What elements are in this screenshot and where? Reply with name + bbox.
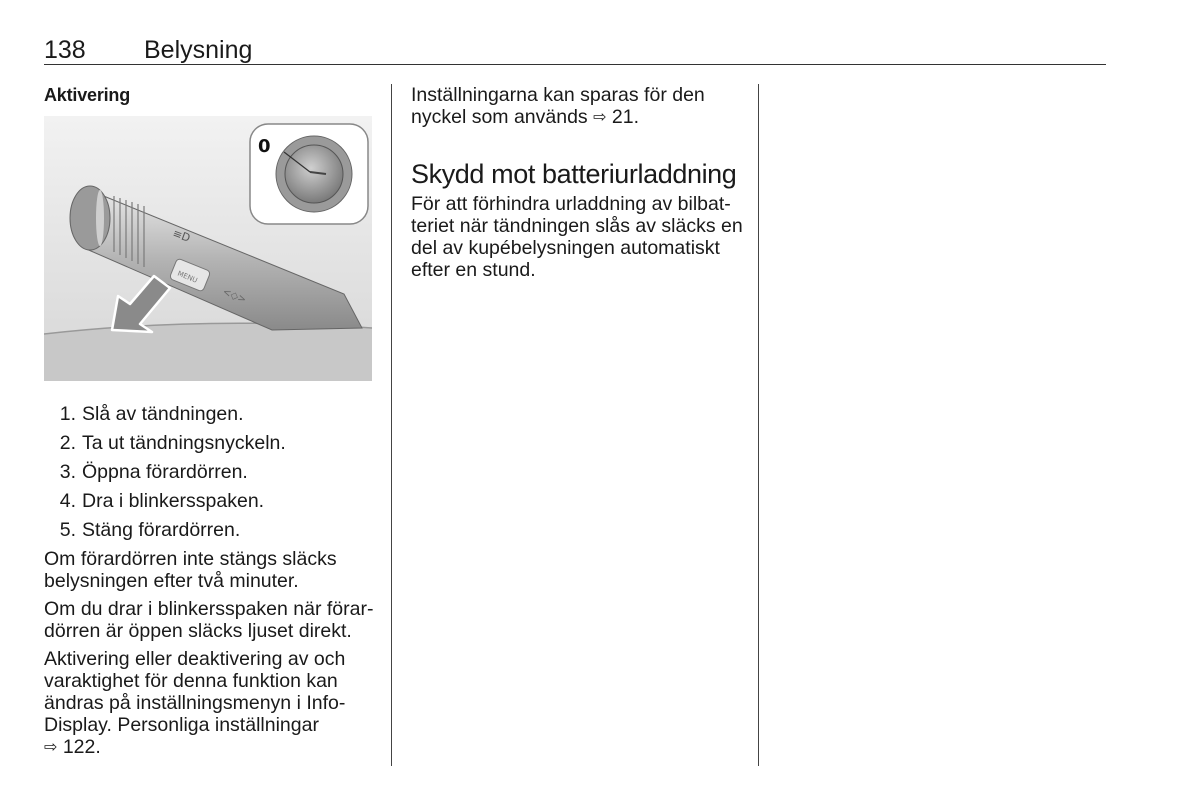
paragraph: För att förhindra urladdning av bilbatteriet när tändningen slås av släcks en del av kupébelysningen automatiskt efter en stund. xyxy=(411,193,743,281)
list-item: 3. Öppna förardörren. xyxy=(59,461,248,483)
column-divider xyxy=(391,84,392,766)
list-item: 2. Ta ut tändningsnyckeln. xyxy=(59,432,286,454)
section-title: Belysning xyxy=(144,36,253,64)
steps-list xyxy=(44,403,376,541)
page-reference: 122. xyxy=(62,736,101,758)
headlight-symbol: ≡D xyxy=(170,226,193,245)
list-item: 4. Dra i blinkersspaken. xyxy=(59,490,265,512)
page-number: 138 xyxy=(44,36,86,64)
set-arrows-symbol: <◇> xyxy=(220,286,248,306)
paragraph: Inställningarna kan sparas för den nyckel som används ⇨ 21. xyxy=(411,84,705,128)
reference-arrow-icon: ⇨ xyxy=(593,109,607,126)
page-header xyxy=(44,34,1106,65)
list-item: 1. Slå av tändningen. xyxy=(59,403,244,425)
inset-ignition-detail xyxy=(250,124,368,224)
paragraph: Om du drar i blinkersspaken när förardörren är öppen släcks ljuset direkt. xyxy=(44,598,374,642)
paragraph: Om förardörren inte stängs släcks belysningen efter två minuter. xyxy=(44,548,337,592)
paragraph: Aktivering eller deaktivering av och varaktighet för denna funktion kan ändras på inställningsmenyn i Info-Display. Personliga inställningar ⇨ 122. xyxy=(44,648,346,758)
page-reference: 21. xyxy=(611,106,640,128)
subheading-aktivering: Aktivering xyxy=(44,85,131,105)
menu-label: MENU xyxy=(176,269,199,285)
dashboard-surface xyxy=(44,323,372,381)
reference-arrow-icon: ⇨ xyxy=(44,739,58,756)
column-divider xyxy=(758,84,759,766)
lever-illustration xyxy=(44,116,372,381)
heading-battery-protection: Skydd mot batteriurladdning xyxy=(411,159,737,189)
inset-label-zero: 0 xyxy=(258,136,271,157)
left-column xyxy=(44,84,376,765)
middle-column xyxy=(411,84,743,287)
list-item: 5. Stäng förardörren. xyxy=(59,519,241,541)
